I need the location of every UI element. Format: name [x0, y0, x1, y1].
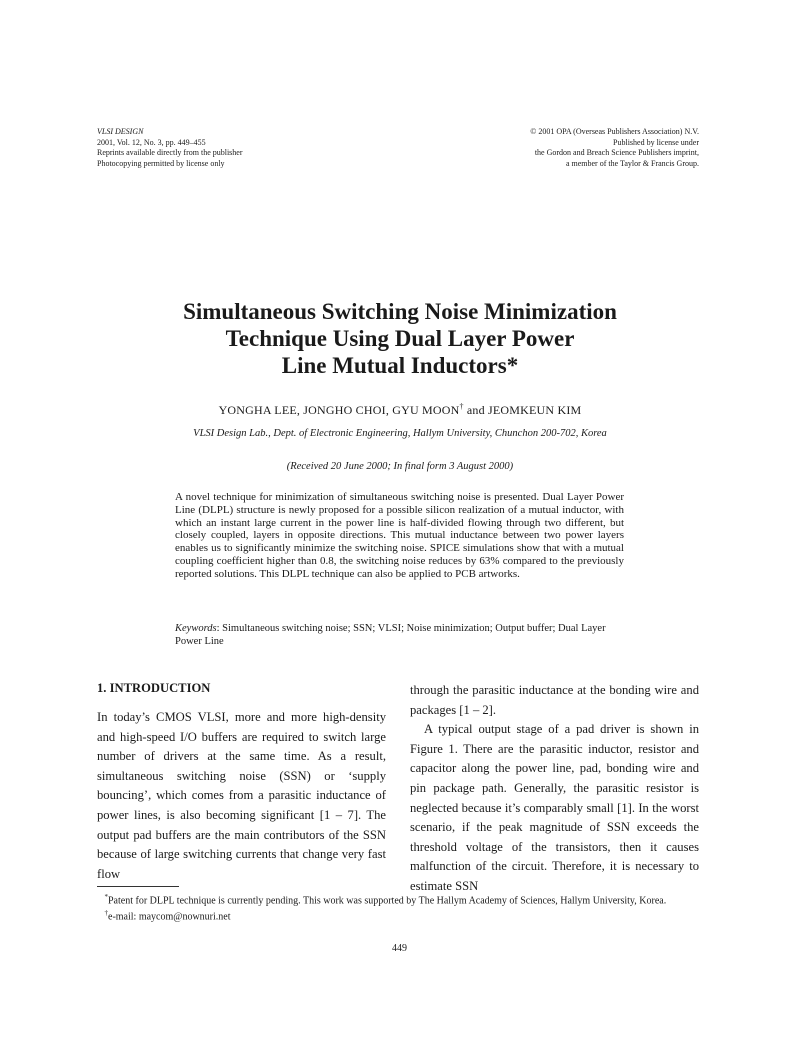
group-line: a member of the Taylor & Francis Group.: [565, 158, 699, 168]
journal-volume: 2001, Vol. 12, No. 3, pp. 449–455: [97, 137, 206, 147]
imprint-line: the Gordon and Breach Science Publishers imprint,: [534, 148, 699, 157]
authors-first: YONGHA LEE, JONGHO CHOI, GYU MOON: [218, 403, 460, 417]
author-dagger: †: [459, 402, 464, 411]
license-line: Published by license under: [613, 137, 699, 147]
title-line-3: Line Mutual Inductors*: [281, 353, 519, 378]
received-dates: (Received 20 June 2000; In final form 3 August 2000): [286, 461, 514, 472]
paper-title: [100, 298, 700, 379]
page-number: 449: [392, 943, 407, 954]
keywords-text: : Simultaneous switching noise; SSN; VLSI; Noise minimization; Output buffer; Dual Layer Power Line: [175, 623, 606, 647]
authors-last: and JEOMKEUN KIM: [463, 403, 582, 417]
journal-name: VLSI DESIGN: [97, 127, 144, 136]
column-left: [97, 708, 386, 884]
keywords-label: Keywords: [175, 623, 217, 634]
title-line-1: Simultaneous Switching Noise Minimization: [183, 299, 617, 324]
footnote-rule: [97, 886, 179, 887]
author-list: [100, 402, 700, 418]
reprints-note: Reprints available directly from the publisher: [97, 148, 243, 157]
footnotes: [97, 891, 700, 924]
footnote-1-mark: *: [104, 893, 108, 901]
intro-paragraph-1: In today’s CMOS VLSI, more and more high-density and high-speed I/O buffers are required to switch large number of drivers at the same time. As a result, simultaneous switching noise (SSN) or ‘supply bouncing’, which comes from a parasitic inductance of power lines, is also becoming significant [1 – 7]. The output pad buffers are the main contributors of the SSN because of large switching currents that change very fast flow: [97, 710, 386, 881]
photocopy-note: Photocopying permitted by license only: [97, 158, 225, 168]
keywords: [175, 623, 624, 649]
intro-paragraph-2: A typical output stage of a pad driver is shown in Figure 1. There are the parasitic inductor, resistor and capacitor along the power line, pad, bonding wire and pin package path. Generally, the parasitic resistor is neglected because it’s comparably small [1]. In the worst scenario, if the peak magnitude of SSN exceeds the threshold voltage of the transistors, then it causes malfunction of the circuit. Therefore, it is necessary to estimate SSN: [410, 722, 699, 893]
section-heading: 1. INTRODUCTION: [97, 681, 211, 695]
journal-header-left: [97, 127, 397, 169]
copyright-line: © 2001 OPA (Overseas Publishers Association) N.V.: [530, 127, 699, 136]
intro-paragraph-continued: through the parasitic inductance at the bonding wire and packages [1 – 2].: [410, 683, 699, 717]
footnote-2: [97, 907, 700, 923]
journal-header-right: [379, 127, 699, 169]
abstract: A novel technique for minimization of simultaneous switching noise is presented. Dual Layer Power Line (DLPL) structure is newly proposed for a possible silicon realization of a mutual inductor, with which an instant large current in the power line is half-divided flowing through two different, but closely coupled, layers in opposite directions. This mutual inductance between two power layers enables us to significantly minimize the switching noise. SPICE simulations show that with a mutual coupling coefficient higher than 0.8, the switching noise reduces by 63% compared to the previously reported solutions. This DLPL technique can also be applied to PCB artworks.: [175, 491, 624, 580]
footnote-1: [97, 891, 700, 907]
title-line-2: Technique Using Dual Layer Power: [225, 326, 575, 351]
footnote-2-text: e-mail: maycom@nownuri.net: [108, 911, 231, 923]
footnote-2-mark: †: [104, 909, 108, 918]
affiliation: VLSI Design Lab., Dept. of Electronic Engineering, Hallym University, Chunchon 200-702, Korea: [193, 428, 607, 439]
footnote-1-text: Patent for DLPL technique is currently pending. This work was supported by The Hallym Academy of Sciences, Hallym University, Korea.: [108, 895, 667, 907]
column-right: [410, 681, 699, 897]
